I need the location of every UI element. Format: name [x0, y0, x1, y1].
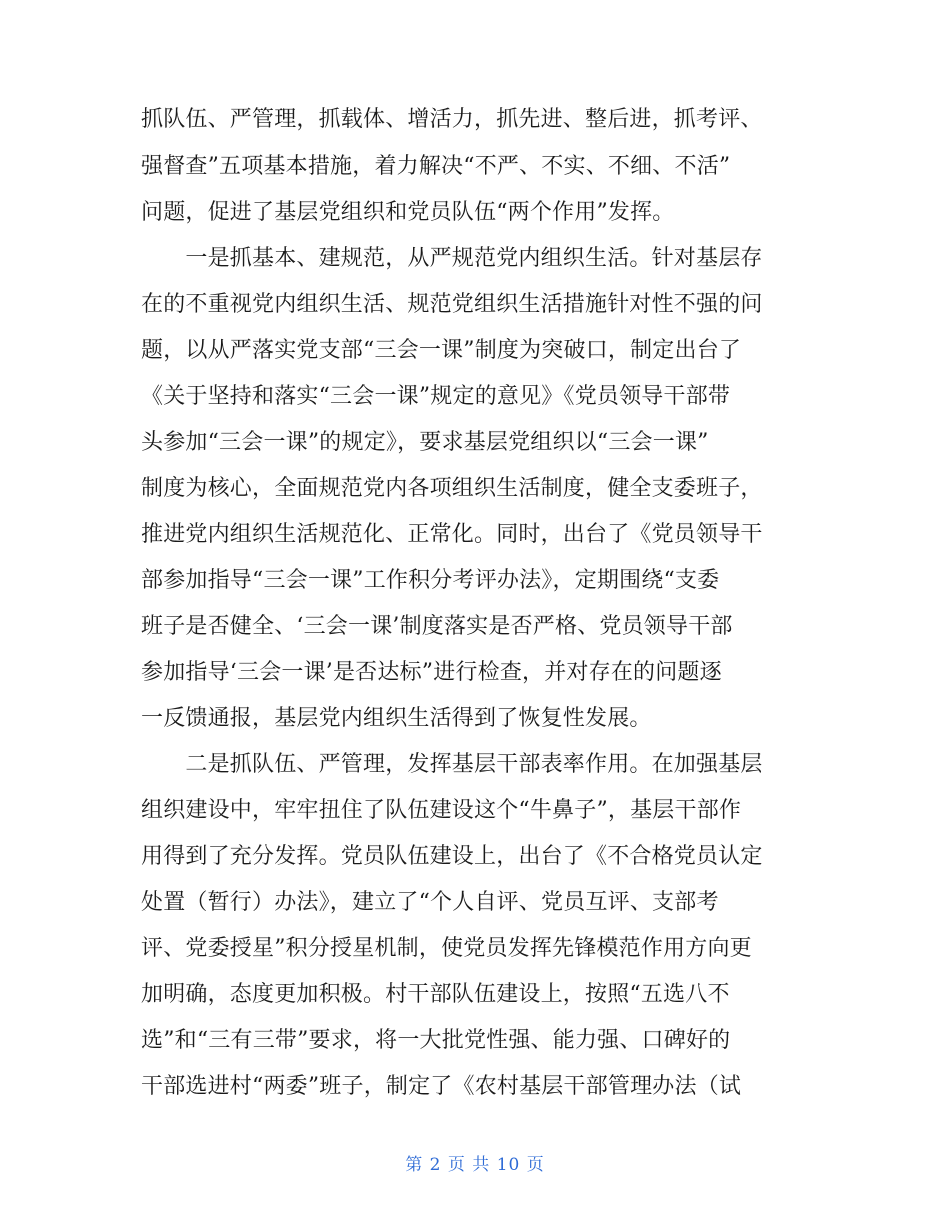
- text-line-7: 《关于坚持和落实“三会一课”规定的意见》《党员领导干部带: [141, 384, 731, 409]
- text-line-10: 推进党内组织生活规范化、正常化。同时，出台了《党员领导干: [141, 522, 763, 547]
- text-line-1: 抓队伍、严管理，抓载体、增活力，抓先进、整后进，抓考评、: [141, 107, 763, 132]
- text-line-6: 题，以从严落实党支部“三会一课”制度为突破口，制定出台了: [141, 338, 742, 363]
- text-line-4: 一是抓基本、建规范，从严规范党内组织生活。针对基层存: [141, 246, 763, 271]
- text-line-18: 处置（暂行）办法》，建立了“个人自评、党员互评、支部考: [141, 890, 719, 915]
- text-line-2: 强督查”五项基本措施，着力解决“不严、不实、不细、不活”: [141, 154, 731, 179]
- text-line-9: 制度为核心，全面规范党内各项组织生活制度，健全支委班子，: [141, 476, 763, 501]
- text-line-20: 加明确，态度更加积极。村干部队伍建设上，按照“五选八不: [141, 982, 730, 1007]
- text-line-8: 头参加“三会一课”的规定》，要求基层党组织以“三会一课”: [141, 430, 709, 455]
- text-line-11: 部参加指导“三会一课”工作积分考评办法》，定期围绕“支委: [141, 568, 720, 593]
- text-line-21: 选”和“三有三带”要求，将一大批党性强、能力强、口碑好的: [141, 1028, 731, 1053]
- text-line-3: 问题，促进了基层党组织和党员队伍“两个作用”发挥。: [141, 200, 675, 225]
- page-number-footer: 第 2 页 共 10 页: [405, 1155, 545, 1175]
- text-line-19: 评、党委授星”积分授星机制，使党员发挥先锋模范作用方向更: [141, 936, 752, 961]
- text-line-5: 在的不重视党内组织生活、规范党组织生活措施针对性不强的问: [141, 292, 763, 317]
- text-line-14: 一反馈通报，基层党内组织生活得到了恢复性发展。: [141, 706, 652, 731]
- text-line-15: 二是抓队伍、严管理，发挥基层干部表率作用。在加强基层: [141, 752, 763, 777]
- text-line-16: 组织建设中，牢牢扭住了队伍建设这个“牛鼻子”，基层干部作: [141, 798, 742, 823]
- text-line-22: 干部选进村“两委”班子，制定了《农村基层干部管理办法（试: [141, 1074, 742, 1099]
- text-line-17: 用得到了充分发挥。党员队伍建设上，出台了《不合格党员认定: [141, 844, 763, 869]
- text-line-13: 参加指导‘三会一课’是否达标”进行检查，并对存在的问题逐: [141, 660, 722, 685]
- text-line-12: 班子是否健全、‘三会一课’制度落实是否严格、党员领导干部: [141, 614, 733, 639]
